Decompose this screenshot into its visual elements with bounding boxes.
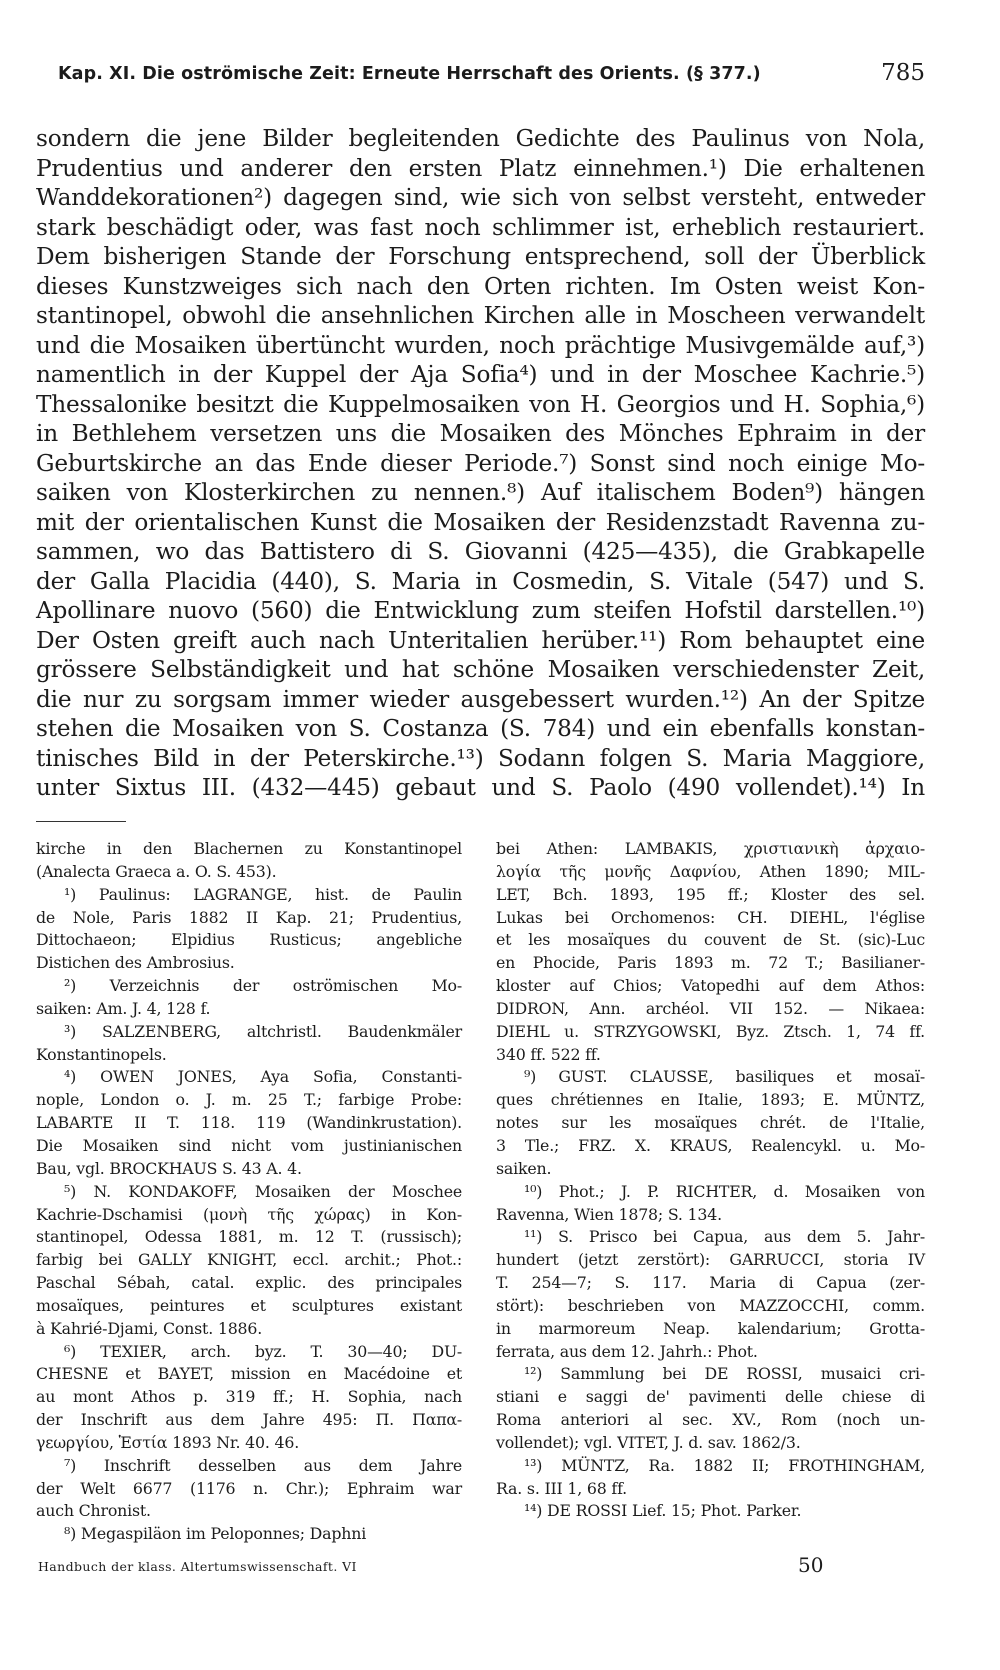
body-text-line: Dem bisherigen Stande der Forschung entsprechend, soll der Überblick [36, 243, 925, 270]
footnote-line: in marmoreum Neap. kalendarium; Grotta- [496, 1318, 925, 1338]
footnote-line: en Phocide, Paris 1893 m. 72 T.; Basilianer- [496, 953, 925, 973]
footnote-line: Bau, vgl. BROCKHAUS S. 43 A. 4. [36, 1158, 302, 1178]
footnote-line: auch Chronist. [36, 1501, 151, 1521]
footnote-line: vollendet); vgl. VITET, J. d. sav. 1862/3. [496, 1432, 801, 1452]
footnote-line: T. 254—7; S. 117. Maria di Capua (zer- [496, 1273, 925, 1293]
main-text [36, 124, 925, 803]
footnote-line: (Analecta Graeca a. O. S. 453). [36, 861, 277, 881]
body-text-line: tinisches Bild in der Peterskirche.¹³) Sodann folgen S. Maria Maggiore, [36, 744, 925, 772]
body-text-line: sammen, wo das Battistero di S. Giovanni (425—435), die Grabkapelle [36, 538, 925, 565]
footnote-line: au mont Athos p. 319 ff.; H. Sophia, nach [36, 1387, 462, 1407]
body-text-line: namentlich in der Kuppel der Aja Sofia⁴) und in der Moschee Kachrie.⁵) [36, 361, 925, 388]
body-text-line: Der Osten greift auch nach Unteritalien herüber.¹¹) Rom behauptet eine [36, 626, 925, 654]
footnote-line: saiken. [496, 1158, 552, 1178]
footnote-line: ³) SALZENBERG, altchristl. Baudenkmäler [64, 1021, 462, 1041]
footnote-line: LABARTE II T. 118. 119 (Wandinkrustation). [36, 1113, 462, 1133]
footnote-line: hundert (jetzt zerstört): GARRUCCI, storia IV [496, 1250, 925, 1270]
body-text-line: saiken von Klosterkirchen zu nennen.⁸) Auf italischem Boden⁹) hängen [36, 479, 925, 506]
footnote-line: ¹²) Sammlung bei DE ROSSI, musaici cri- [524, 1364, 925, 1384]
footnote-line: DIEHL u. STRZYGOWSKI, Byz. Ztsch. 1, 74 ff. [496, 1021, 925, 1041]
body-text-line: unter Sixtus III. (432—445) gebaut und S. Paolo (490 vollendet).¹⁴) In [36, 774, 925, 801]
footnote-line: ¹⁴) DE ROSSI Lief. 15; Phot. Parker. [524, 1501, 802, 1521]
footnote-line: Distichen des Ambrosius. [36, 953, 235, 973]
body-text-line: und die Mosaiken übertüncht wurden, noch prächtige Musivgemälde auf,³) [36, 331, 925, 359]
body-text-line: die nur zu sorgsam immer wieder ausgebessert wurden.¹²) An der Spitze [36, 685, 925, 713]
footnote-line: nople, London o. J. m. 25 T.; farbige Probe: [36, 1090, 462, 1110]
footnote-line: ⁹) GUST. CLAUSSE, basiliques et mosaï- [524, 1067, 925, 1087]
chapter-title: Kap. XI. Die oströmische Zeit: Erneute Herrschaft des Orients. (§ 377.) [58, 64, 761, 84]
footnote-line: de Nole, Paris 1882 II Kap. 21; Prudentius, [36, 907, 462, 927]
footnote-line: der Inschrift aus dem Jahre 495: Π. Παπα- [36, 1410, 462, 1430]
footnote-line: ¹³) MÜNTZ, Ra. 1882 II; FROTHINGHAM, [524, 1455, 925, 1475]
footnotes-left-column [36, 838, 462, 1546]
footnote-divider [36, 821, 126, 822]
body-text-line: grössere Selbständigkeit und hat schöne Mosaiken verschiedenster Zeit, [36, 656, 925, 683]
footnote-line: ¹⁰) Phot.; J. P. RICHTER, d. Mosaiken von [524, 1181, 925, 1201]
footnote-line: stört): beschrieben von MAZZOCCHI, comm. [496, 1295, 925, 1315]
footnote-line: ⁵) N. KONDAKOFF, Mosaiken der Moschee [64, 1181, 462, 1201]
footnote-line: Die Mosaiken sind nicht vom justinianischen [36, 1135, 462, 1155]
footnote-line: DIDRON, Ann. archéol. VII 152. — Nikaea: [496, 998, 925, 1018]
body-text-line: in Bethlehem versetzen uns die Mosaiken des Mönches Ephraim in der [36, 420, 925, 447]
footnote-line: ¹¹) S. Prisco bei Capua, aus dem 5. Jahr- [524, 1227, 925, 1247]
footnote-line: Konstantinopels. [36, 1044, 167, 1064]
footnote-line: bei Athen: LAMBAKIS, χριστιανικὴ ἀρχαιο- [496, 839, 925, 858]
footnote-line: à Kahrié-Djami, Const. 1886. [36, 1318, 263, 1338]
page-footer [36, 1553, 925, 1581]
body-text-line: Apollinare nuovo (560) die Entwicklung zum steifen Hofstil darstellen.¹⁰) [36, 597, 925, 624]
footnote-line: Lukas bei Orchomenos: CH. DIEHL, l'église [496, 907, 925, 927]
footnote-line: LET, Bch. 1893, 195 ff.; Kloster des sel. [496, 884, 925, 904]
footnote-line: ⁸) Megaspiläon im Peloponnes; Daphni [64, 1524, 367, 1544]
footnotes-right-column [496, 838, 925, 1523]
running-header [40, 60, 925, 96]
footnote-line: γεωργίου, Ἑστία 1893 Nr. 40. 46. [36, 1432, 300, 1452]
footnote-line: Kachrie-Dschamisi (μονὴ τῆς χώρας) in Kon- [36, 1204, 462, 1224]
footnote-line: ¹) Paulinus: LAGRANGE, hist. de Paulin [64, 884, 462, 904]
footnote-line: et les mosaïques du couvent de St. (sic)-Luc [496, 930, 925, 950]
footnote-line: ⁷) Inschrift desselben aus dem Jahre [64, 1455, 462, 1475]
body-text-line: Wanddekorationen²) dagegen sind, wie sich von selbst versteht, entweder [36, 184, 925, 211]
footnote-line: CHESNE et BAYET, mission en Macédoine et [36, 1364, 462, 1384]
body-text-line: dieses Kunstzweiges sich nach den Orten richten. Im Osten weist Kon- [36, 272, 925, 300]
footnote-line: kloster auf Chios; Vatopedhi auf dem Athos: [496, 976, 925, 996]
footnote-line: ferrata, aus dem 12. Jahrh.: Phot. [496, 1341, 758, 1361]
footnote-line: stantinopel, Odessa 1881, m. 12 T. (russisch); [36, 1227, 462, 1247]
body-text-line: sondern die jene Bilder begleitenden Gedichte des Paulinus von Nola, [36, 125, 925, 152]
footnote-line: Roma anteriori al sec. XV., Rom (noch un- [496, 1410, 925, 1430]
footnote-line: 3 Tle.; FRZ. X. KRAUS, Realencykl. u. Mo- [496, 1135, 925, 1155]
footnote-line: ²) Verzeichnis der oströmischen Mo- [64, 976, 462, 996]
footnote-line: farbig bei GALLY KNIGHT, eccl. archit.; Phot.: [36, 1250, 462, 1270]
footnote-line: 340 ff. 522 ff. [496, 1044, 601, 1064]
signature-mark: 50 [798, 1553, 824, 1577]
footnote-line: kirche in den Blachernen zu Konstantinopel [36, 839, 462, 858]
body-text-line: Prudentius und anderer den ersten Platz einnehmen.¹) Die erhaltenen [36, 154, 925, 182]
footnote-line: saiken: Am. J. 4, 128 f. [36, 998, 211, 1018]
body-text-line: stehen die Mosaiken von S. Costanza (S. 784) und ein ebenfalls konstan- [36, 715, 925, 742]
body-text-line: Thessalonike besitzt die Kuppelmosaiken von H. Georgios und H. Sophia,⁶) [36, 390, 925, 418]
footnote-line: Ra. s. III 1, 68 ff. [496, 1478, 627, 1498]
body-text-line: mit der orientalischen Kunst die Mosaiken der Residenzstadt Ravenna zu- [36, 508, 925, 536]
footnote-line: stiani e saggi de' pavimenti delle chiese di [496, 1387, 925, 1407]
series-title: Handbuch der klass. Altertumswissenschaft. VI [38, 1559, 357, 1574]
footnote-line: Ravenna, Wien 1878; S. 134. [496, 1204, 722, 1224]
footnote-line: ques chrétiennes en Italie, 1893; E. MÜNTZ, [496, 1090, 925, 1110]
footnote-line: Dittochaeon; Elpidius Rusticus; angebliche [36, 930, 462, 950]
footnote-line: Paschal Sébah, catal. explic. des principales [36, 1273, 462, 1293]
body-text-line: der Galla Placidia (440), S. Maria in Cosmedin, S. Vitale (547) und S. [36, 567, 925, 595]
page-number: 785 [881, 60, 925, 86]
body-text-line: Geburtskirche an das Ende dieser Periode.⁷) Sonst sind noch einige Mo- [36, 449, 925, 477]
footnote-line: λογία τῆς μονῆς Δαφνίου, Athen 1890; MIL- [496, 861, 925, 881]
footnote-line: ⁴) OWEN JONES, Aya Sofia, Constanti- [64, 1067, 462, 1087]
footnote-line: ⁶) TEXIER, arch. byz. T. 30—40; DU- [64, 1341, 462, 1361]
footnote-line: notes sur les mosaïques chrét. de l'Italie, [496, 1113, 925, 1133]
footnote-line: mosaïques, peintures et sculptures existant [36, 1295, 462, 1315]
body-text-line: stantinopel, obwohl die ansehnlichen Kirchen alle in Moscheen verwandelt [36, 302, 925, 329]
body-text-line: stark beschädigt oder, was fast noch schlimmer ist, erheblich restauriert. [36, 213, 925, 241]
footnote-line: der Welt 6677 (1176 n. Chr.); Ephraim war [36, 1478, 462, 1498]
